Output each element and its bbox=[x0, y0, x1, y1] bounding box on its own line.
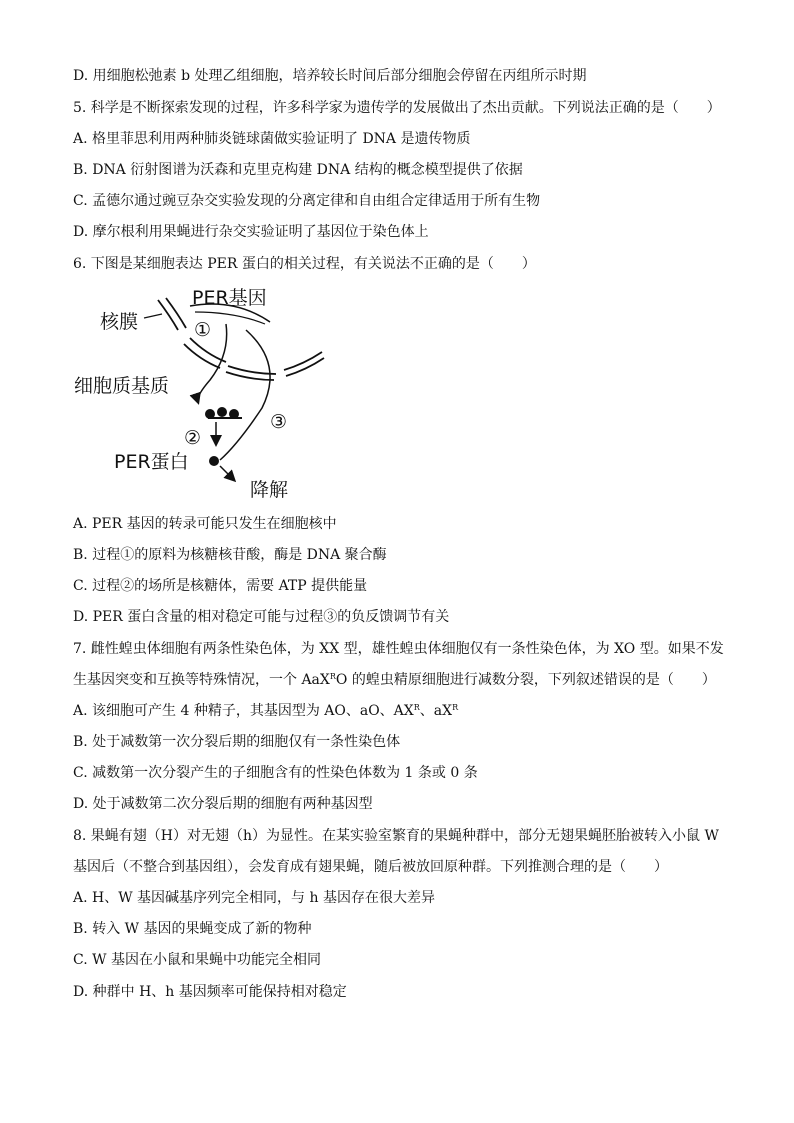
q4-option-d: D. 用细胞松弛素 b 处理乙组细胞，培养较长时间后部分细胞会停留在丙组所示时期 bbox=[73, 68, 587, 84]
ribosome-icon bbox=[205, 407, 242, 419]
q6-option-d: D. PER 蛋白含量的相对稳定可能与过程③的负反馈调节有关 bbox=[73, 609, 450, 625]
q7-opt-sup: R bbox=[413, 703, 420, 712]
label-cytoplasm: 细胞质基质 bbox=[74, 375, 170, 397]
q5-stem: 5. 科学是不断探索发现的过程，许多科学家为遗传学的发展做出了杰出贡献。下列说法正确的是（ ） bbox=[73, 100, 721, 116]
q7-option-a bbox=[73, 701, 458, 721]
q6-option-a: A. PER 基因的转录可能只发生在细胞核中 bbox=[73, 516, 337, 532]
q8-option-d: D. 种群中 H、h 基因频率可能保持相对稳定 bbox=[73, 984, 347, 1000]
q8-option-a: A. H、W 基因碱基序列完全相同，与 h 基因存在很大差异 bbox=[73, 890, 435, 906]
q8-stem-line2: 基因后（不整合到基因组），会发育成有翅果蝇，随后被放回原种群。下列推测合理的是（ ） bbox=[73, 859, 668, 875]
feedback-path-3 bbox=[220, 330, 270, 460]
q7-stem-sup: R bbox=[329, 672, 336, 681]
degrade-arrow bbox=[220, 466, 234, 480]
q5-option-a: A. 格里菲思利用两种肺炎链球菌做实验证明了 DNA 是遗传物质 bbox=[73, 131, 471, 147]
q6-stem: 6. 下图是某细胞表达 PER 蛋白的相关过程，有关说法不正确的是（ ） bbox=[73, 256, 536, 272]
q7-stem-line1: 7. 雌性蝗虫体细胞有两条性染色体，为 XX 型，雄性蝗虫体细胞仅有一条性染色体，为 XO 型。如果不发 bbox=[73, 641, 724, 657]
q8-stem-line1: 8. 果蝇有翅（H）对无翅（h）为显性。在某实验室繁育的果蝇种群中，部分无翅果蝇胚胎被转入小鼠 W bbox=[73, 828, 719, 844]
per-protein-dot bbox=[209, 456, 219, 466]
q7-option-d: D. 处于减数第二次分裂后期的细胞有两种基因型 bbox=[73, 796, 373, 812]
q5-option-c: C. 孟德尔通过豌豆杂交实验发现的分离定律和自由组合定律适用于所有生物 bbox=[73, 193, 541, 209]
q7-stem-part: O 的蝗虫精原细胞进行减数分裂，下列叙述错误的是（ ） bbox=[335, 672, 716, 688]
label-step2: ② bbox=[184, 427, 202, 449]
q6-option-c: C. 过程②的场所是核糖体，需要 ATP 提供能量 bbox=[73, 578, 368, 594]
q8-option-b: B. 转入 W 基因的果蝇变成了新的物种 bbox=[73, 921, 312, 937]
q6-option-b: B. 过程①的原料为核糖核苷酸，酶是 DNA 聚合酶 bbox=[73, 547, 387, 563]
membrane-pointer bbox=[144, 314, 162, 318]
q5-option-d: D. 摩尔根利用果蝇进行杂交实验证明了基因位于染色体上 bbox=[73, 224, 429, 240]
q7-option-c: C. 减数第一次分裂产生的子细胞含有的性染色体数为 1 条或 0 条 bbox=[73, 765, 478, 781]
q7-opt-part: A. 该细胞可产生 4 种精子，其基因型为 AO、aO、AX bbox=[73, 703, 414, 719]
q7-opt-part: 、aX bbox=[419, 703, 453, 719]
label-step1: ① bbox=[194, 319, 212, 341]
q8-option-c: C. W 基因在小鼠和果蝇中功能完全相同 bbox=[73, 952, 321, 968]
label-degrade: 降解 bbox=[250, 479, 289, 501]
q7-stem-part: 生基因突变和互换等特殊情况，一个 AaX bbox=[73, 672, 330, 688]
label-gene: PER基因 bbox=[192, 287, 267, 309]
label-step3: ③ bbox=[270, 411, 288, 433]
label-membrane: 核膜 bbox=[100, 311, 139, 333]
q5-option-b: B. DNA 衍射图谱为沃森和克里克构建 DNA 结构的概念模型提供了依据 bbox=[73, 162, 523, 178]
q7-opt-sup: R bbox=[452, 703, 459, 712]
q7-stem-line2 bbox=[73, 670, 716, 690]
per-expression-diagram bbox=[70, 284, 340, 509]
q7-option-b: B. 处于减数第一次分裂后期的细胞仅有一条性染色体 bbox=[73, 734, 401, 750]
nuclear-membrane bbox=[158, 298, 324, 380]
label-protein: PER蛋白 bbox=[114, 451, 189, 473]
